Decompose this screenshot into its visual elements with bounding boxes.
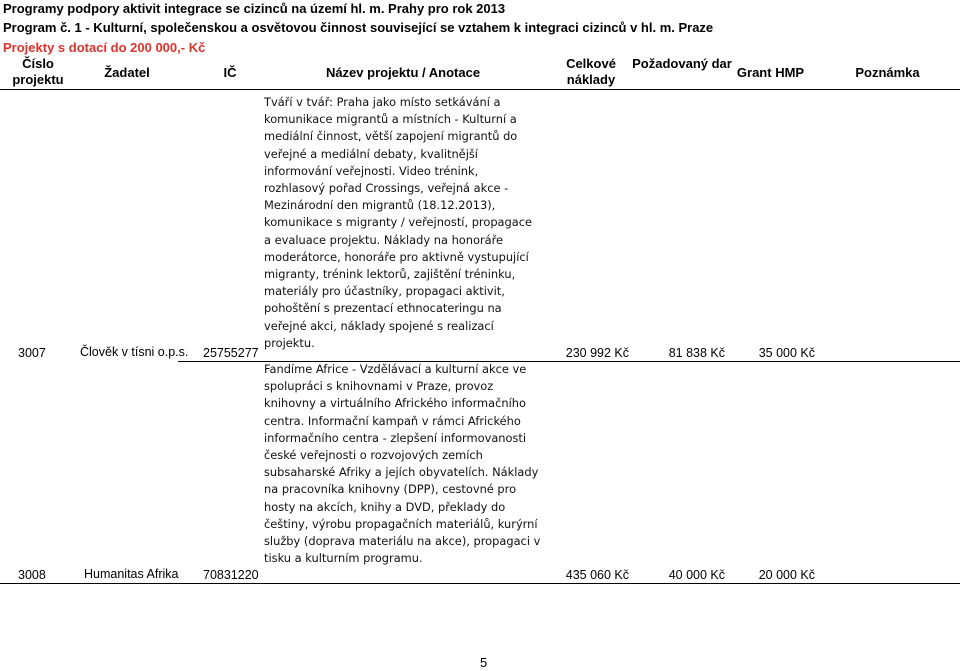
row-grant: 20 000 Kč [758,568,815,582]
row-number: 3007 [18,346,46,360]
row-number: 3008 [18,568,46,582]
col-header-celkove: Celkové náklady [566,56,616,87]
page-number: 5 [480,655,488,670]
document-title: Programy podpory aktivit integrace se cizinců na území hl. m. Prahy pro rok 2013 [3,1,506,16]
row-requested: 81 838 Kč [668,346,725,360]
row-applicant: Humanitas Afrika [84,567,179,581]
col-header-grant: Grant HMP [736,65,805,80]
col-header-zadatel: Žadatel [104,65,150,80]
row-total: 230 992 Kč [565,346,629,360]
category-title: Projekty s dotací do 200 000,- Kč [3,40,206,55]
row-ic: 25755277 [203,346,259,360]
row-annotation: Tváří v tvář: Praha jako místo setkávání a komunikace migrantů a místních - Kulturní a mediální činnost, větší zapojení migrantů do veřejné a mediální debaty, kvalitnější informování veřejnosti. Video trénink, rozhlasový pořad Crossings, veřejná akce - Mezinárodní den migrantů (18.12.2013), komunikace s migranty / veřejností, propagace a evaluace projektu. Náklady na honoráře moderátorce, honoráře pro aktivně vystupující migranty, trénink lektorů, zajištění tréninku, materiály pro účastníky, propagaci aktivit, pohoštění s prezentací ethnocateringu na veřejné akci, náklady spojené s realizací projektu. [264,95,533,350]
row-applicant: Člověk v tísni o.p.s. [80,345,189,359]
program-title: Program č. 1 - Kulturní, společenskou a osvětovou činnost související se vztahem k integraci cizinců v hl. m. Praze [3,20,714,35]
row-grant: 35 000 Kč [758,346,815,360]
row-annotation: Fandíme Africe - Vzdělávací a kulturní akce ve spolupráci s knihovnami v Praze, provoz knihovny a virtuálního Afrického informačního centra. Informační kampaň v rámci Afrického informačního centra - zlepšení informovanosti české veřejnosti o rozvojových zemích subsaharské Afriky a jejích obyvatelích. Náklady na pracovníka knihovny (DPP), cestovné pro hosty na akcích, knihy a DVD, překlady do češtiny, výrobu propagačních materiálů, kurýrní služby (doprava materiálu na akce), propagaci v tisku a kulturním programu. [264,362,541,566]
row-ic: 70831220 [203,568,259,582]
col-header-ic: IČ [223,65,237,80]
row-requested: 40 000 Kč [668,568,725,582]
row-border [0,583,960,584]
col-header-cislo: Číslo projektu [12,56,64,87]
col-header-poznamka: Poznámka [855,65,920,80]
col-header-pozadovany: Požadovaný dar [632,56,732,71]
header-border [0,89,960,90]
row-total: 435 060 Kč [565,568,629,582]
col-header-nazev: Název projektu / Anotace [325,65,481,80]
